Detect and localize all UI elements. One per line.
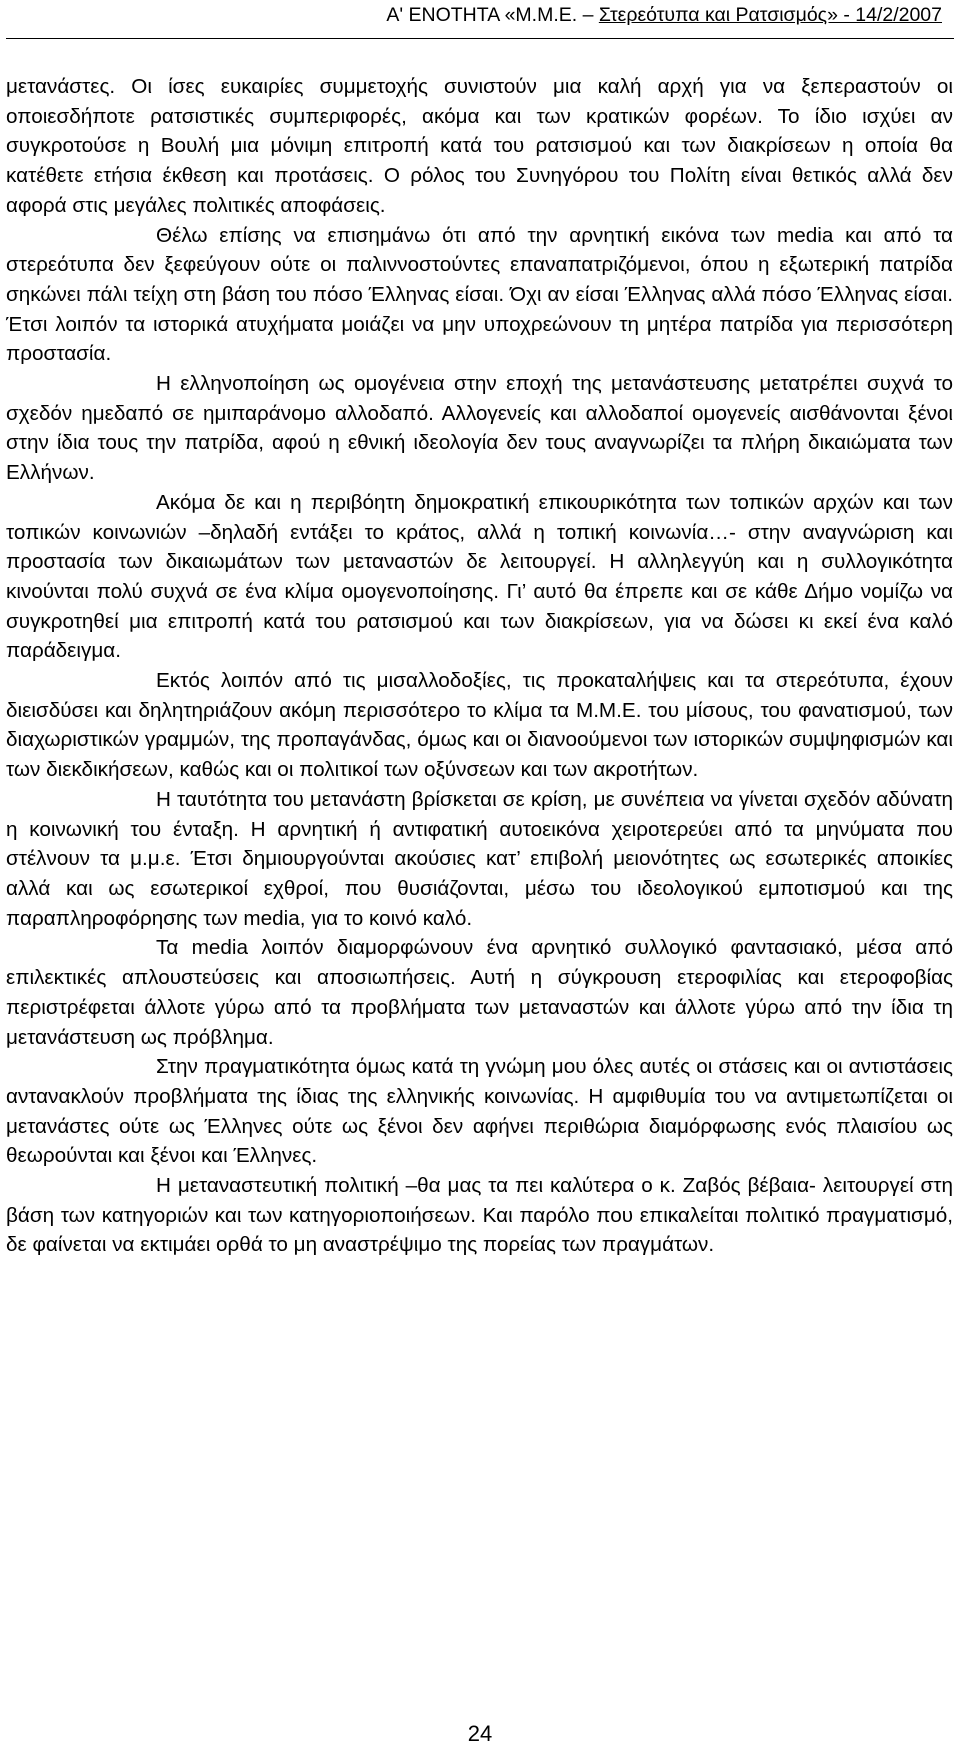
paragraph: Η μεταναστευτική πολιτική –θα μας τα πει καλύτερα ο κ. Ζαβός βέβαια- λειτουργεί στη βάση των κατηγοριών και των κατηγοριοποιήσεων. Και παρόλο που επικαλείται πολιτικό πραγματισμό, δε φαίνεται να εκτιμάει ορθά το μη αναστρέψιμο της πορείας των πραγμάτων.	[6, 1174, 953, 1257]
document-body	[6, 72, 953, 1260]
header-divider	[6, 38, 954, 39]
paragraph: Ακόμα δε και η περιβόητη δημοκρατική επικουρικότητα των τοπικών αρχών και των τοπικών κοινωνιών –δηλαδή εντάξει το κράτος, αλλά η τοπική κοινωνία…- στην αναγνώριση και προστασία των δικαιωμάτων των μεταναστών δε λειτουργεί. Η αλληλεγγύη και η συλλογικότητα κινούνται πολύ συχνά σε ένα κλίμα ομογενοποίησης. Γι’ αυτό θα έπρεπε και σε κάθε Δήμο νομίζω να συγκροτηθεί μια επιτροπή κατά του ρατσισμού και των διακρίσεων, για να δώσει κι εκεί ένα καλό παράδειγμα.	[6, 490, 953, 663]
header-prefix: Α' ΕΝΟΤΗΤΑ «Μ.Μ.Ε. –	[386, 4, 599, 26]
paragraph: Στην πραγματικότητα όμως κατά τη γνώμη μου όλες αυτές οι στάσεις και οι αντιστάσεις αντανακλούν προβλήματα της ίδιας της ελληνικής κοινωνίας. Η αμφιθυμία του να αντιμετωπίζεται οι μετανάστες ούτε ως Έλληνες ούτε ως ξένοι δεν αφήνει περιθώρια διαμόρφωσης ενός πλαισίου ως θεωρούνται και ξένοι και Έλληνες.	[6, 1055, 953, 1168]
paragraph: Τα media λοιπόν διαμορφώνουν ένα αρνητικό συλλογικό φαντασιακό, μέσα από επιλεκτικές απλουστεύσεις και αποσιωπήσεις. Αυτή η σύγκρουση ετεροφιλίας και ετεροφοβίας περιστρέφεται άλλοτε γύρω από τα προβλήματα των μεταναστών και άλλοτε γύρω από την ίδια τη μετανάστευση ως πρόβλημα.	[6, 936, 953, 1049]
page-number: 24	[467, 1721, 493, 1746]
header-title-underlined: Στερεότυπα και Ρατσισμός» - 14/2/2007	[598, 4, 942, 26]
paragraph: μετανάστες. Οι ίσες ευκαιρίες συμμετοχής συνιστούν μια καλή αρχή για να ξεπεραστούν οι οποιεσδήποτε ρατσιστικές συμπεριφορές, ακόμα και των κρατικών φορέων. Το ίδιο ισχύει αν συγκροτούσε η Βουλή μια μόνιμη επιτροπή κατά του ρατσισμού και των διακρίσεων η οποία θα κατέθετε ετήσια έκθεση και προτάσεις. Ο ρόλος του Συνηγόρου του Πολίτη είναι θετικός αλλά δεν αφορά στις μεγάλες πολιτικές αποφάσεις.	[6, 75, 953, 217]
paragraph: Εκτός λοιπόν από τις μισαλλοδοξίες, τις προκαταλήψεις και τα στερεότυπα, έχουν διεισδύσει και δηλητηριάζουν ακόμη περισσότερο το κλίμα τα Μ.Μ.Ε. του μίσους, του φανατισμού, των διαχωριστικών γραμμών, της προπαγάνδας, όμως και οι διανοούμενοι των ιστορικών συμψηφισμών και των διεκδικήσεων, καθώς και οι πολιτικοί των οξύνσεων και των ακροτήτων.	[6, 669, 953, 782]
page-header	[0, 4, 960, 27]
paragraph: Η ταυτότητα του μετανάστη βρίσκεται σε κρίση, με συνέπεια να γίνεται σχεδόν αδύνατη η κοινωνική του ένταξη. Η αρνητική ή αντιφατική αυτοεικόνα χειροτερεύει από τα μηνύματα που στέλνουν τα μ.μ.ε. Έτσι δημιουργούνται ακούσιες κατ’ επιβολή μειονότητες ως εσωτερικές αποικίες αλλά και ως εσωτερικοί εχθροί, που θυσιάζονται, μέσω του ιδεολογικού εμποτισμού και της παραπληροφόρησης των media, για το κοινό καλό.	[6, 787, 953, 930]
paragraph: Θέλω επίσης να επισημάνω ότι από την αρνητική εικόνα των media και από τα στερεότυπα δεν ξεφεύγουν ούτε οι παλιννοστούντες επαναπατριζόμενοι, όπου η εξωτερική πατρίδα σηκώνει πάλι τείχη στη βάση του πόσο Έλληνας είσαι. Όχι αν είσαι Έλληνας αλλά πόσο Έλληνας είσαι. Έτσι λοιπόν τα ιστορικά ατυχήματα μοιάζει να μην υποχρεώνουν τη μητέρα πατρίδα για περισσότερη προστασία.	[6, 223, 953, 366]
paragraph: Η ελληνοποίηση ως ομογένεια στην εποχή της μετανάστευσης μετατρέπει συχνά το σχεδόν ημεδαπό σε ημιπαράνομο αλλοδαπό. Αλλογενείς και αλλοδαποί ομογενείς αισθάνονται ξένοι στην ίδια τους την πατρίδα, αφού η εθνική ιδεολογία δεν τους αναγνωρίζει τα πλήρη δικαιώματα των Ελλήνων.	[6, 372, 953, 485]
